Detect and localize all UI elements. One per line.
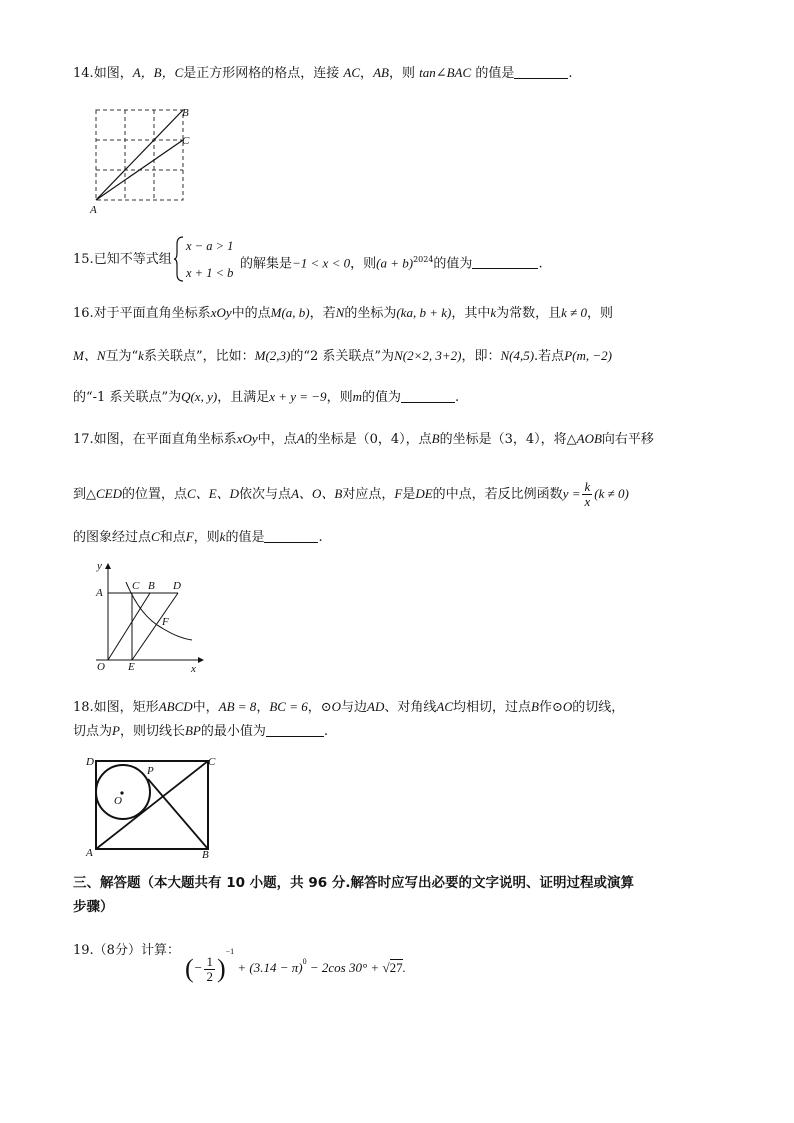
q16-line1: 16.对于平面直角坐标系xOy中的点M(a, b)，若N的坐标为(ka, b + k)，其中k为常数，且k ≠ 0，则 [73,305,614,321]
q15-text-rest: 的解集是−1 < x < 0，则$(a + b)^{2024}$的值为 . [240,255,543,272]
answer-blank [472,254,538,269]
svg-text:O: O [97,661,105,673]
svg-text:B: B [202,849,209,860]
q15-text: 15.已知不等式组 [73,252,172,267]
fraction-one-half: $\frac{1}{2}$ [206,953,213,984]
q19-text: 19.（8分）计算： [73,943,180,958]
q14-text: 14.如图，A，B，C是正方形网格的格点，连接 AC，AB，则 tan∠BAC 的值是 . [73,65,573,81]
answer-blank [514,64,568,79]
svg-text:E: E [128,661,135,673]
svg-text:D: D [86,756,94,768]
segment-bp [148,779,208,849]
q17-line1: 17.如图，在平面直角坐标系xOy中，点A的坐标是（0，4），点B的坐标是（3，4），将△AOB向右平移 [73,431,654,447]
q17-line2: 到△CED的位置，点C、E、D依次与点A、O、B对应点，F是DE的中点，若反比例函数y = $\frac{k}{x}$ (k ≠ 0) [73,479,629,509]
section-heading-cont: 步骤） [73,899,114,915]
segment-ab [96,110,183,200]
svg-text:A: A [86,847,93,859]
q16-line2: M、N互为“k系关联点”，比如：M(2,3)的“2 系关联点”为N(2×2, 3+2)，即：N(4,5).若点P(m, −2) [73,348,612,364]
svg-text:C: C [208,756,216,768]
coordinate-figure [88,558,208,676]
q18-line2: 切点为P，则切线长BP的最小值为 . [73,723,329,739]
svg-text:A: A [96,587,103,599]
svg-text:C: C [132,580,140,592]
label-c: C [182,135,190,147]
section-heading: 三、解答题（本大题共有 10 小题，共 96 分.解答时应写出必要的文字说明、证明过程或演算 [73,875,635,891]
answer-blank [264,528,318,543]
svg-text:F: F [162,616,169,628]
rectangle-figure [84,752,220,860]
sqrt-sign: √ [382,960,390,975]
label-a: A [90,204,97,216]
q17-line3: 的图象经过点C和点F，则k的值是 . [73,529,323,545]
svg-text:B: B [148,580,155,592]
inequality-2: x + 1 < b [186,266,234,280]
svg-text:x: x [191,663,196,675]
left-brace [173,236,185,282]
fraction-k-over-x: $\frac{k}{x}$ [584,479,591,509]
q19-expression: (− $\frac{1}{2}$ )$^{-1} + (3.14 - \pi)^0 - 2\cos$ 30° + √27. [185,947,406,984]
grid-figure [86,104,196,216]
answer-blank [401,388,455,403]
inequality-1: x − a > 1 [186,239,234,253]
q18-line1: 18.如图，矩形ABCD中，AB = 8，BC = 6，⊙O与边AD、对角线AC均相切，过点B作⊙O的切线， [73,699,625,715]
answer-blank [266,722,324,737]
q16-line3: 的“-1 系关联点”为Q(x, y)，且满足x + y = −9，则m的值为 . [73,389,460,405]
svg-text:P: P [147,765,154,777]
svg-text:O: O [114,795,122,807]
label-b: B [182,107,189,119]
svg-text:D: D [173,580,181,592]
svg-text:y: y [97,560,102,572]
